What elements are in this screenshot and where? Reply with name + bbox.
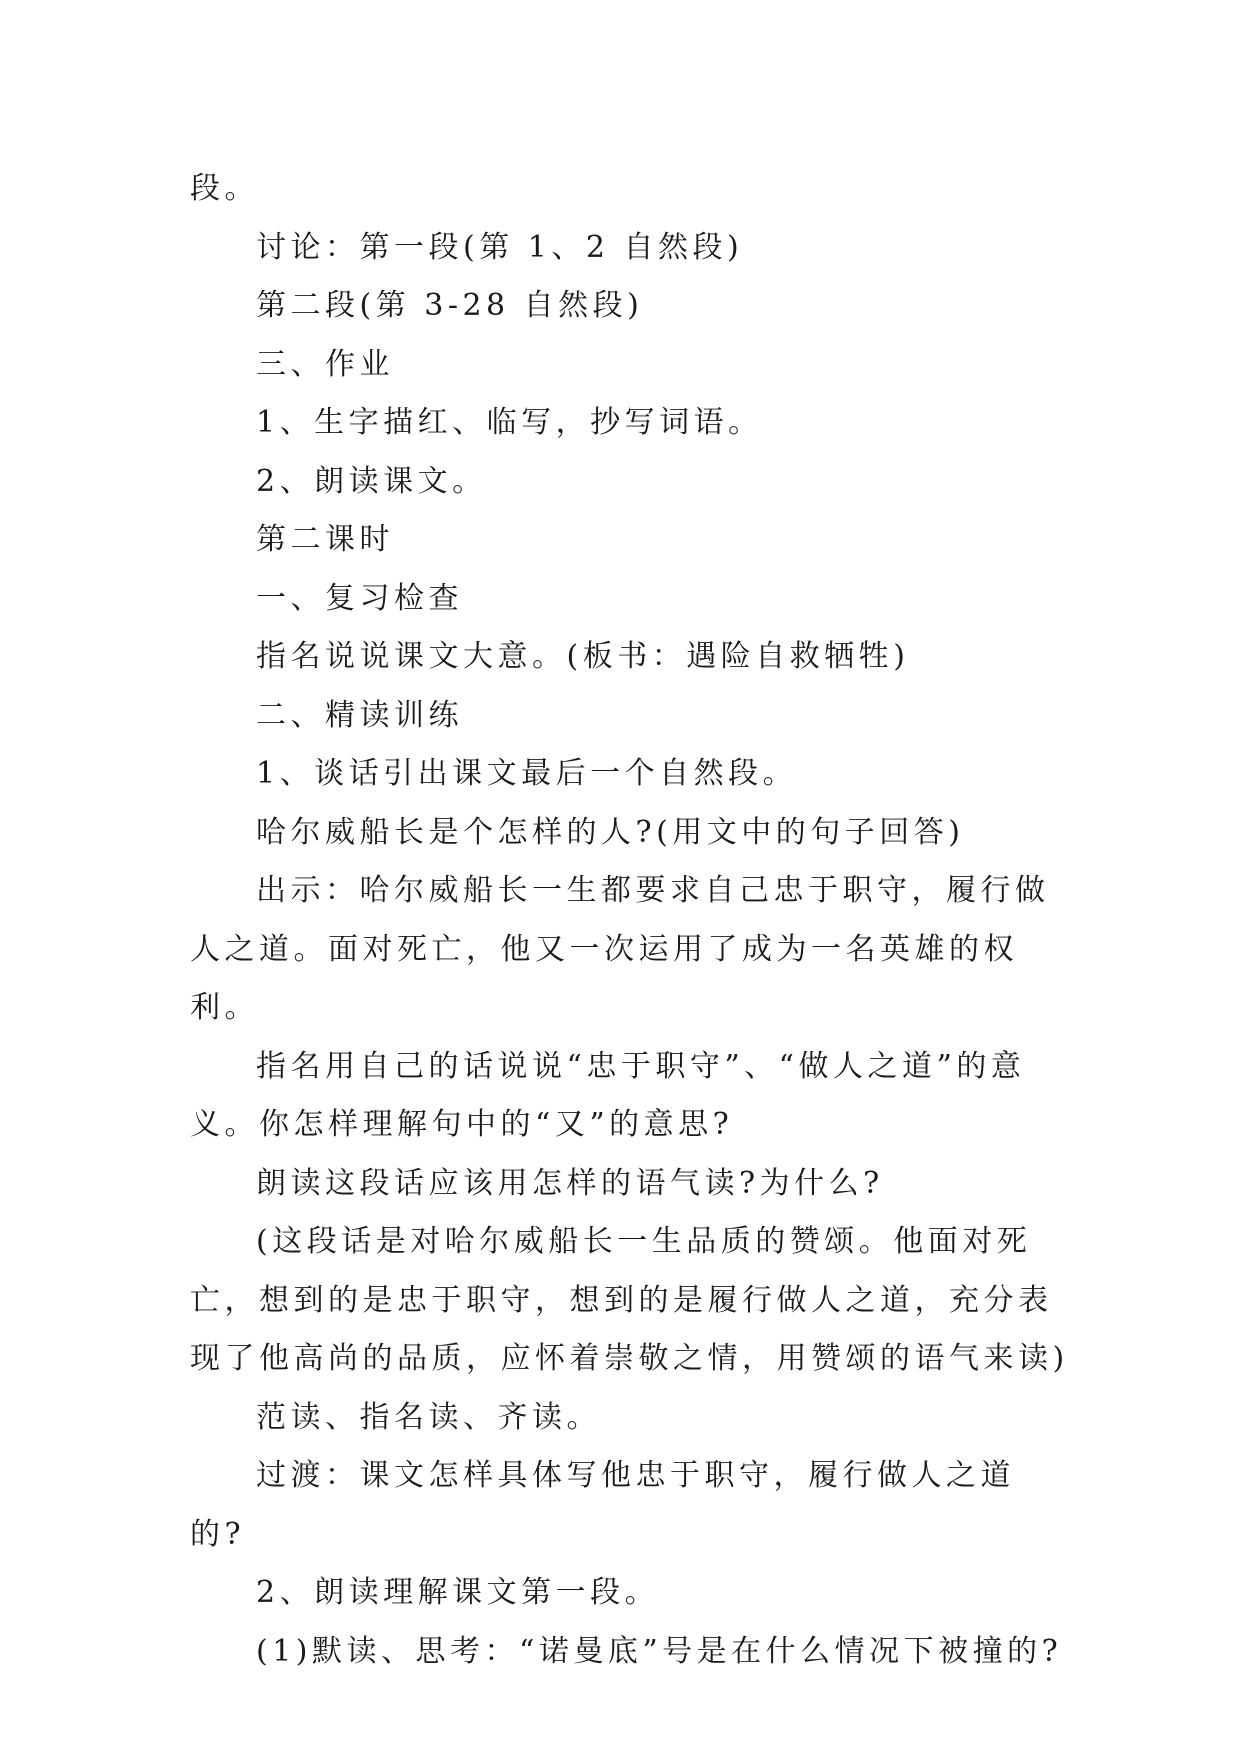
paragraph-15: 朗读这段话应该用怎样的语气读?为什么? (256, 1165, 884, 1201)
paragraph-2: 讨论：第一段(第 1、2 自然段) (256, 229, 744, 265)
paragraph-12: 哈尔威船长是个怎样的人?(用文中的句子回答) (256, 814, 965, 850)
paragraph-6: 2、朗读课文。 (256, 463, 487, 499)
paragraph-20: (1)默读、思考：“诺曼底”号是在什么情况下被撞的? (256, 1633, 1063, 1669)
paragraph-3: 第二段(第 3-28 自然段) (256, 288, 644, 323)
paragraph-1: 段。 (190, 171, 259, 206)
section-heading-review: 一、复习检查 (256, 580, 463, 616)
section-heading-intensive-reading: 二、精读训练 (256, 697, 463, 733)
paragraph-16: (这段话是对哈尔威船长一生品质的赞颂。他面对死亡，想到的是忠于职守，想到的是履行做人之道，充分表现了他高尚的品质，应怀着崇敬之情，用赞颂的语气来读) (190, 1224, 1069, 1376)
document-body (190, 160, 1070, 1681)
paragraph-19: 2、朗读理解课文第一段。 (256, 1575, 660, 1610)
section-heading-homework: 三、作业 (256, 346, 394, 382)
paragraph-5: 1、生字描红、临写，抄写词语。 (256, 405, 763, 440)
paragraph-9: 指名说说课文大意。(板书：遇险自救牺牲) (256, 639, 910, 674)
lesson-heading-second: 第二课时 (256, 522, 394, 557)
paragraph-11: 1、谈话引出课文最后一个自然段。 (256, 756, 798, 791)
paragraph-18: 过渡：课文怎样具体写他忠于职守，履行做人之道的? (190, 1458, 1015, 1552)
paragraph-13: 出示：哈尔威船长一生都要求自己忠于职守，履行做人之道。面对死亡，他又一次运用了成为一名英雄的权利。 (190, 873, 1050, 1025)
paragraph-14: 指名用自己的话说说“忠于职守”、“做人之道”的意义。你怎样理解句中的“又”的意思? (190, 1048, 1026, 1142)
paragraph-17: 范读、指名读、齐读。 (256, 1399, 601, 1435)
